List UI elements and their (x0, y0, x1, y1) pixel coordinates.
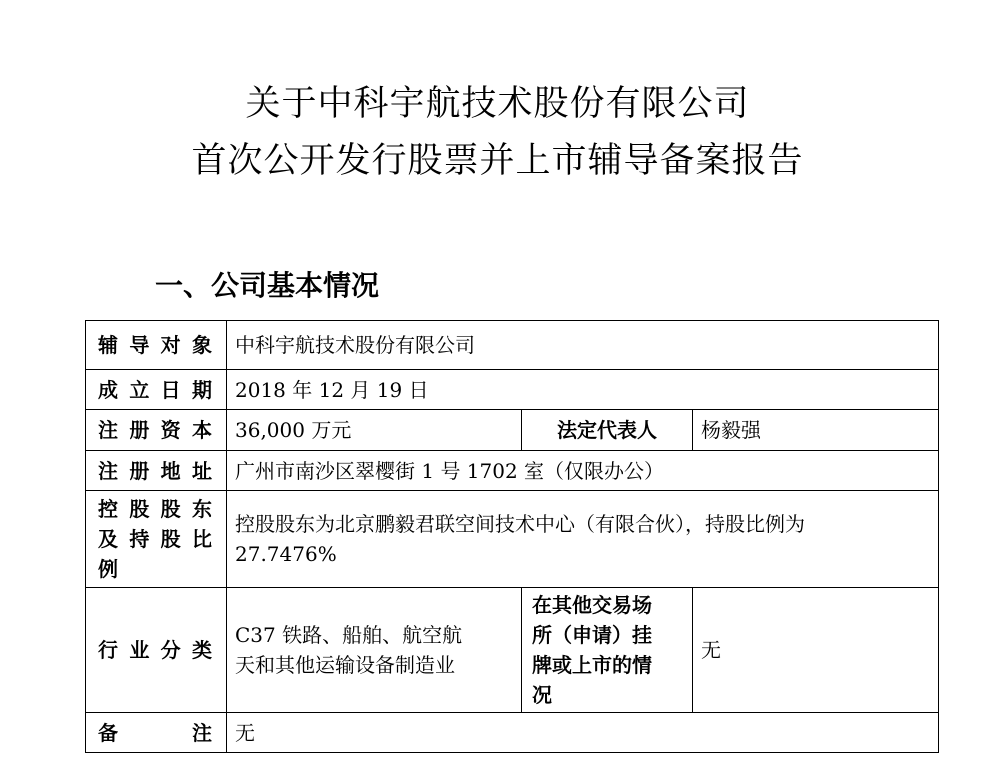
table-row-controlling (86, 491, 939, 588)
table-row-counselee (86, 321, 939, 370)
other-listing-label-line-1: 在其他交易场 (532, 593, 652, 617)
controlling-value-line-2: 27.7476% (235, 542, 337, 566)
address-value: 广州市南沙区翠樱街 1 号 1702 室（仅限办公） (227, 451, 939, 491)
other-listing-label-line-2: 所（申请）挂 (532, 623, 652, 647)
other-listing-label-line-3: 牌或上市的情 (532, 653, 652, 677)
table-row-remarks (86, 713, 939, 753)
controlling-label-line-3: 例 (98, 557, 120, 581)
controlling-label-line-1: 控股股东 (98, 497, 214, 521)
table-row-established (86, 370, 939, 410)
remarks-value: 无 (227, 713, 939, 753)
controlling-label (86, 491, 227, 588)
other-listing-label-line-4: 况 (532, 683, 552, 707)
counselee-value: 中科宇航技术股份有限公司 (227, 321, 939, 370)
document-title-line-1: 关于中科宇航技术股份有限公司 (245, 84, 750, 124)
table-row-industry (86, 588, 939, 713)
remarks-label: 备注 (86, 713, 227, 753)
capital-value: 36,000 万元 (227, 410, 522, 451)
controlling-value (227, 491, 939, 588)
address-label: 注册地址 (86, 451, 227, 491)
industry-value (227, 588, 522, 713)
industry-label: 行业分类 (86, 588, 227, 713)
document-title-line-2: 首次公开发行股票并上市辅导备案报告 (191, 141, 804, 181)
counselee-label: 辅导对象 (86, 321, 227, 370)
table-row-address (86, 451, 939, 491)
table-row-capital (86, 410, 939, 451)
established-label: 成立日期 (86, 370, 227, 410)
company-info-table (85, 320, 939, 753)
industry-value-line-2: 天和其他运输设备制造业 (235, 653, 455, 677)
other-listing-label (522, 588, 693, 713)
controlling-value-line-1: 控股股东为北京鹏毅君联空间技术中心（有限合伙），持股比例为 (235, 512, 805, 536)
legal-rep-value: 杨毅强 (693, 410, 939, 451)
other-listing-value: 无 (693, 588, 939, 713)
established-value: 2018 年 12 月 19 日 (227, 370, 939, 410)
section-heading: 一、公司基本情况 (155, 269, 380, 302)
industry-value-line-1: C37 铁路、船舶、航空航 (235, 623, 463, 647)
legal-rep-label: 法定代表人 (522, 410, 693, 451)
controlling-label-line-2: 及持股比 (98, 527, 214, 551)
capital-label: 注册资本 (86, 410, 227, 451)
